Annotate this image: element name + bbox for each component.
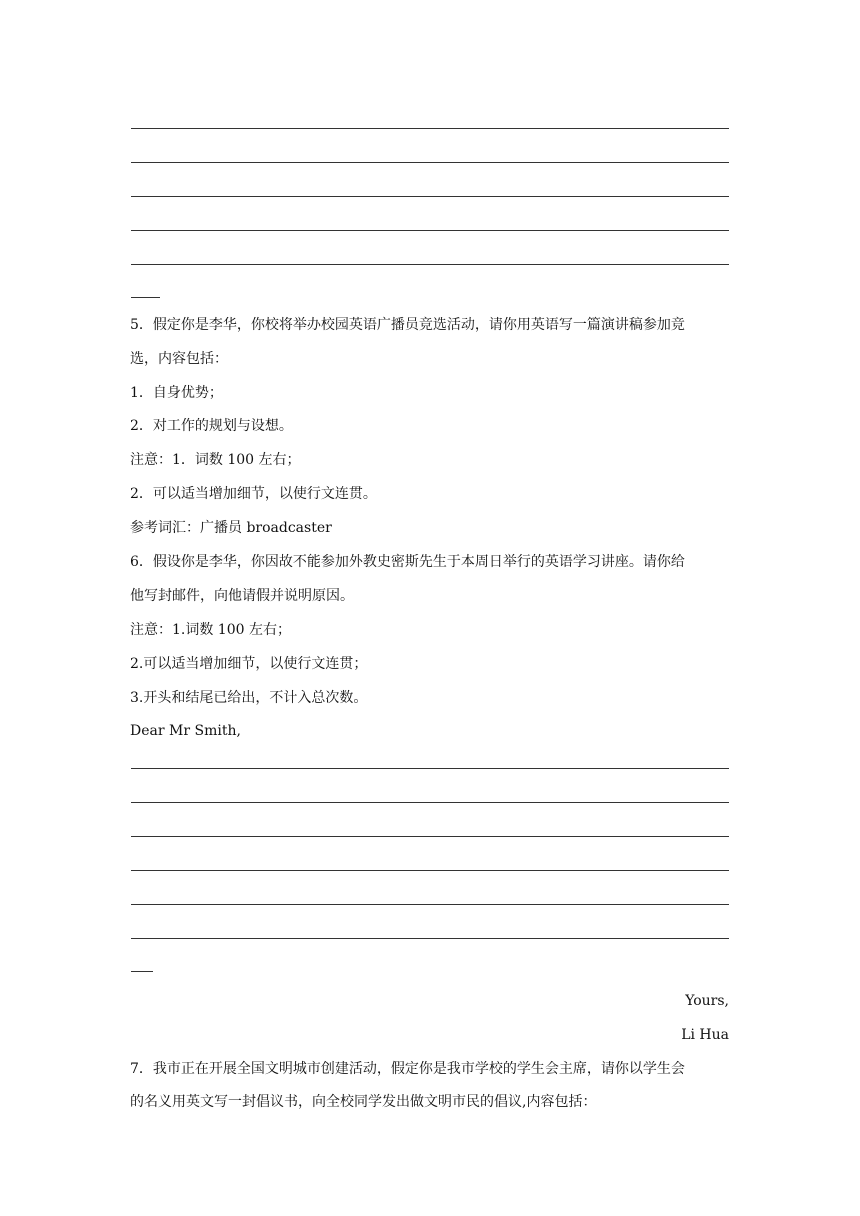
answer-line (131, 196, 729, 197)
q7-prompt-line-2: 的名义用英文写一封倡议书，向全校同学发出做文明市民的倡议,内容包括： (130, 1094, 597, 1110)
q5-note-2: 2．可以适当增加细节，以使行文连贯。 (130, 486, 377, 502)
answer-line (131, 870, 729, 871)
q6-note-1: 注意：1.词数 100 左右； (130, 622, 291, 638)
answer-line (131, 230, 729, 231)
q6-note-3: 3.开头和结尾已给出，不计入总次数。 (130, 690, 368, 706)
answer-line (131, 264, 729, 265)
q6-prompt-line-2: 他写封邮件，向他请假并说明原因。 (130, 588, 354, 604)
answer-line (131, 128, 729, 129)
q5-prompt-line-2: 选，内容包括： (130, 351, 228, 367)
q6-salutation: Dear Mr Smith, (130, 723, 241, 739)
answer-line (131, 768, 729, 769)
q5-note-1: 注意：1．词数 100 左右； (130, 452, 301, 468)
q6-signature: Li Hua (681, 1027, 729, 1043)
answer-line-end (131, 297, 160, 298)
answer-line (131, 904, 729, 905)
q7-prompt-line-1: 7．我市正在开展全国文明城市创建活动，假定你是我市学校的学生会主席，请你以学生会 (130, 1061, 685, 1077)
answer-line (131, 162, 729, 163)
q6-prompt-line-1: 6．假设你是李华，你因故不能参加外教史密斯先生于本周日举行的英语学习讲座。请你给 (130, 554, 685, 570)
q5-prompt-line-1: 5．假定你是李华，你校将举办校园英语广播员竞选活动，请你用英语写一篇演讲稿参加竞 (130, 317, 685, 333)
q6-note-2: 2.可以适当增加细节，以使行文连贯； (130, 656, 368, 672)
q5-item-2: 2．对工作的规划与设想。 (130, 418, 293, 434)
answer-line-end (131, 971, 153, 972)
q5-item-1: 1．自身优势； (130, 385, 223, 401)
answer-line (131, 938, 729, 939)
q5-vocab: 参考词汇：广播员 broadcaster (130, 520, 332, 536)
answer-line (131, 836, 729, 837)
q6-closing: Yours, (685, 993, 729, 1009)
answer-line (131, 802, 729, 803)
